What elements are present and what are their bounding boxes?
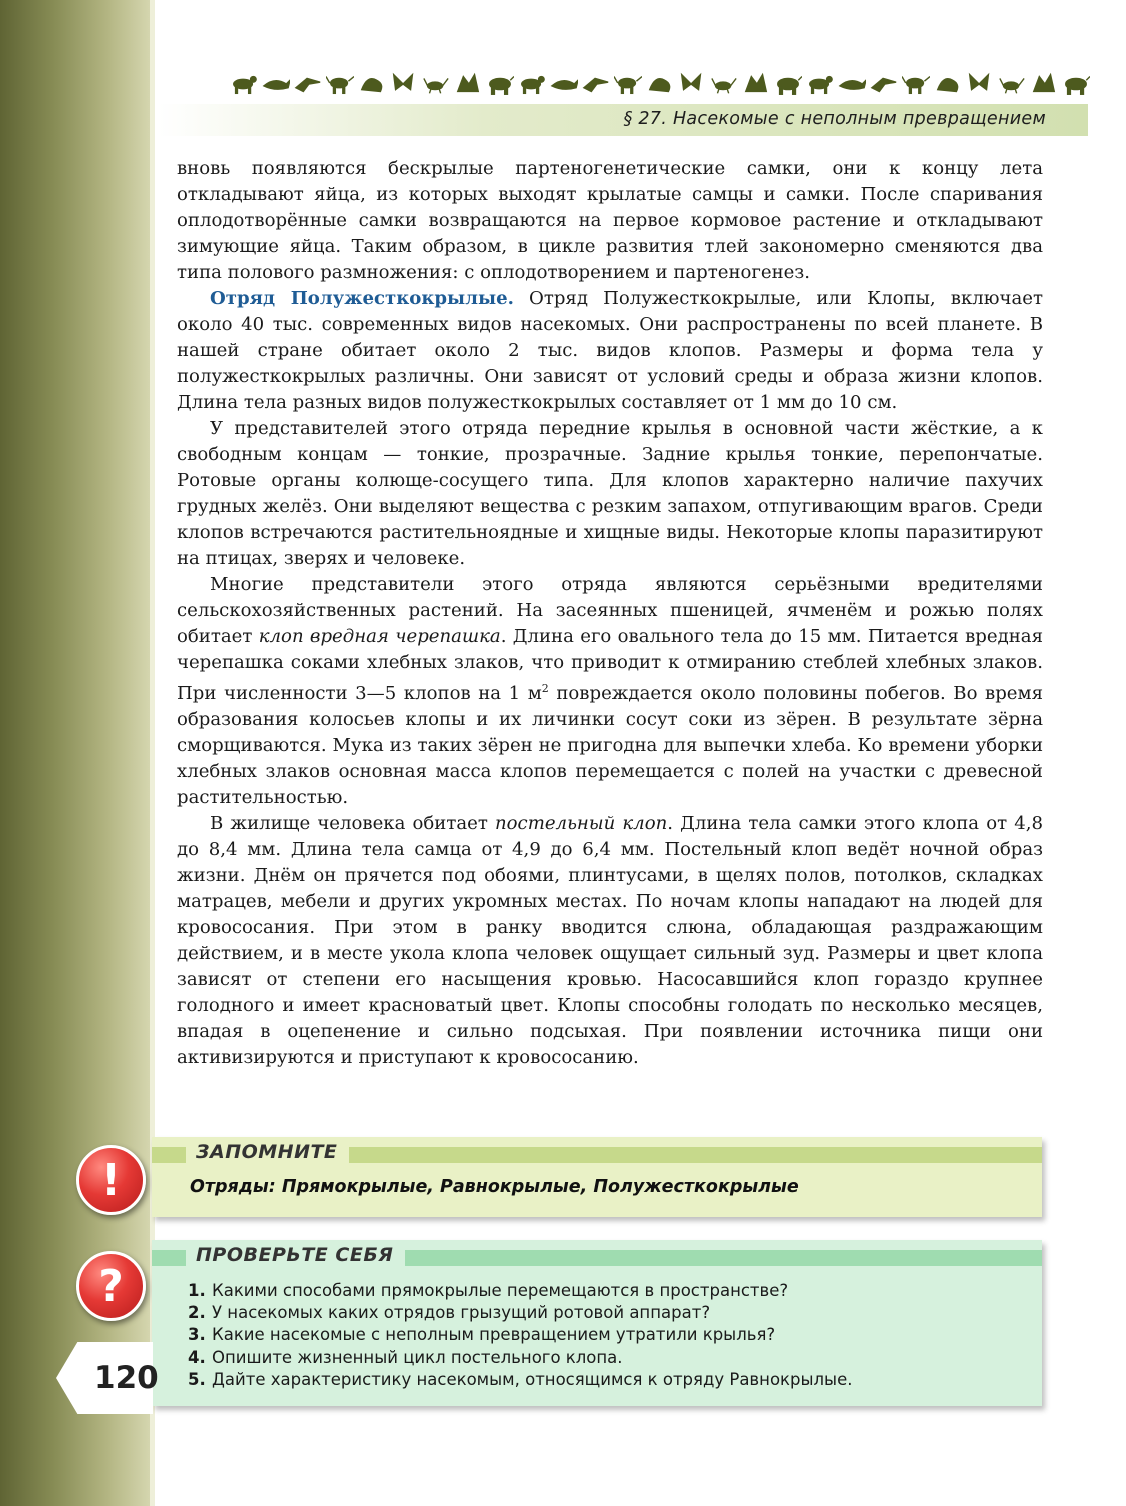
remember-box [152,1137,1042,1217]
section-heading: Отряд Полужесткокрылые. [210,288,514,309]
question-list [188,1280,852,1391]
page-number: 120 [94,1360,159,1396]
paragraph [177,286,1043,416]
remember-text: Отряды: Прямокрылые, Равнокрылые, Полужесткокрылые [190,1177,799,1197]
paragraph [177,572,1043,811]
list-item: 4. Опишите жизненный цикл постельного клопа. [188,1347,623,1367]
paragraph-text: В жилище человека обитает [210,813,496,835]
paragraph-text: повреждается около половины побегов. Во время образования колосьев клопы и их личинки сосут соки из зёрен. В результате зёрна сморщиваются. Мука из таких зёрен не пригодна для выпечки хлеба. Ко времени уборки хлебных злаков основная масса клопов перемещается с полей на участки с древесной растительностью. [177,683,1043,809]
section-title: § 27. Насекомые с неполным превращением [623,109,1046,129]
paragraph-text: Отряд Полужесткокрылые, или Клопы, включает около 40 тыс. современных видов насекомых. Они распространены по всей планете. В нашей стране обитает около 2 тыс. видов клопов. Размеры и форма тела у полужесткокрылых различны. Они зависят от условий среды и образа жизни клопов. Длина тела разных видов полужесткокрылых составляет от 1 мм до 10 см. [177,288,1043,413]
superscript: 2 [541,682,549,695]
list-item: 5. Дайте характеристику насекомым, относящимся к отряду Равнокрылые. [188,1369,853,1389]
check-yourself-title: ПРОВЕРЬТЕ СЕБЯ [186,1244,405,1266]
paragraph-text: . Длина его овального тела до 15 мм. Питается вредная черепашка соками хлебных злаков, что приводит к отмиранию стеблей хлебных злаков. При численности 3—5 клопов на 1 м [177,626,1044,705]
remember-title: ЗАПОМНИТЕ [186,1141,349,1163]
paragraph: вновь появляются бескрылые партеногенетические самки, они к концу лета откладывают яйца, из которых выходят крылатые самцы и самки. После спаривания оплодотворённые самки возвращаются на первое кормовое растение и откладывают зимующие яйца. Таким образом, в цикле развития тлей закономерно сменяются два типа полового размножения: с оплодотворением и партеногенез. [177,158,1043,283]
check-yourself-box [152,1240,1042,1406]
question-icon: ? [76,1251,146,1321]
term: клоп вредная черепашка [258,626,501,647]
animal-silhouettes-icon [230,70,1090,98]
term: постельный клоп [495,813,668,835]
paragraph-text: Многие представители этого отряда являются серьёзными вредителями сельскохозяйственных растений. На засеянных пшеницей, ячменём и рожью полях обитает [177,574,1043,647]
main-text [177,156,1043,1071]
list-item: 1. Какими способами прямокрылые перемещаются в пространстве? [188,1281,789,1300]
paragraph-text: . Длина тела самки этого клопа от 4,8 до 8,4 мм. Длина тела самца от 4,9 до 6,4 мм. Постельный клоп ведёт ночной образ жизни. Днём он прячется под обоями, плинтусами, в щелях полов, потолков, складках матрацев, мебели и других укромных местах. По ночам клопы нападают на людей для кровососания. При этом в ранку вводится слюна, обладающая раздражающим действием, и в месте укола клопа человек ощущает сильный зуд. Размеры и цвет клопа зависят от степени его насыщения кровью. Насосавшийся клоп гораздо крупнее голодного и имеет красноватый цвет. Клопы способны голодать по несколько месяцев, впадая в оцепенение и сильно подсыхая. При появлении источника пищи они активизируются и приступают к кровососанию. [177,813,1043,1069]
exclamation-icon: ! [76,1145,146,1215]
paragraph [177,811,1043,1071]
list-item: 2. У насекомых каких отрядов грызущий ротовой аппарат? [188,1303,711,1323]
list-item: 3. Какие насекомые с неполным превращением утратили крылья? [188,1325,776,1345]
paragraph: У представителей этого отряда передние крылья в основной части жёсткие, а к свободным концам — тонкие, прозрачные. Задние крылья тонкие, перепончатые. Ротовые органы колюще-сосущего типа. Для клопов характерно наличие пахучих грудных желёз. Они выделяют вещества с резким запахом, отпугивающим врагов. Среди клопов встречаются растительноядные и хищные виды. Некоторые клопы паразитируют на птицах, зверях и человеке. [177,418,1043,569]
